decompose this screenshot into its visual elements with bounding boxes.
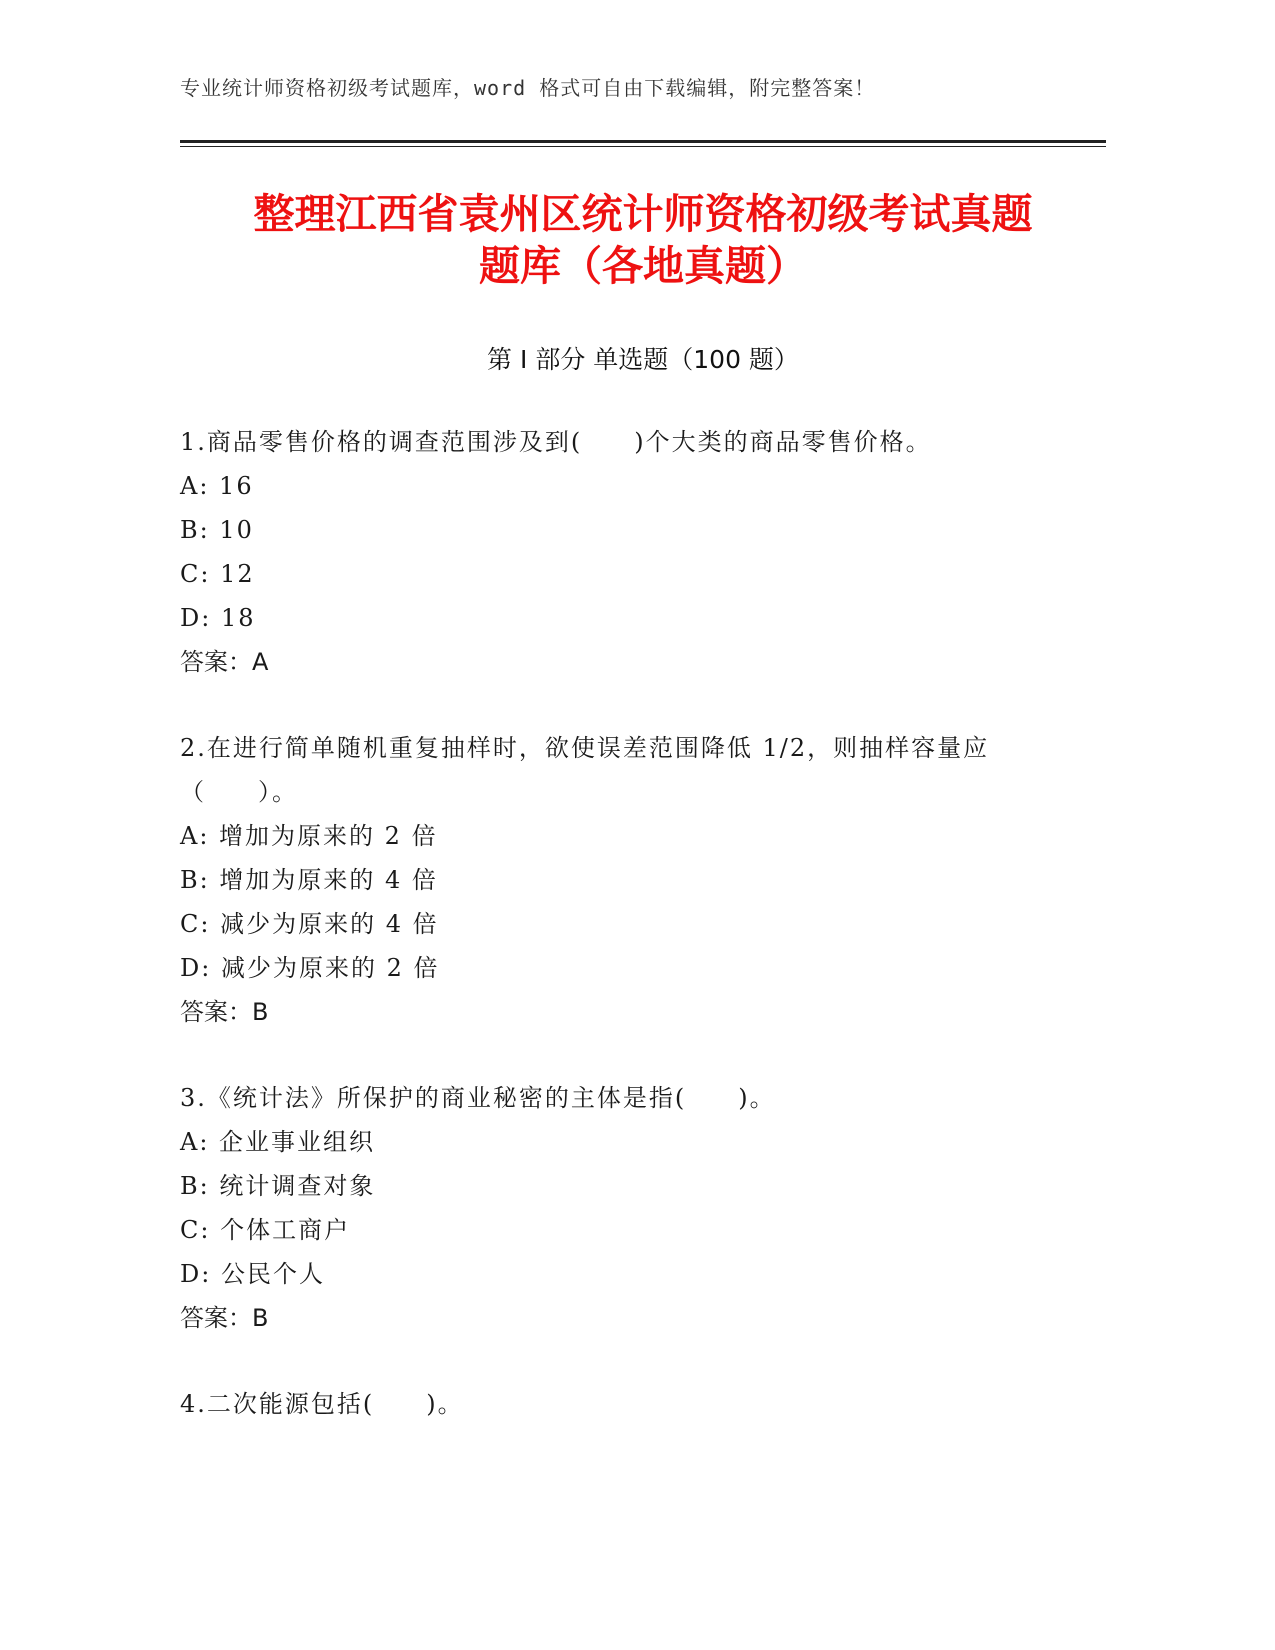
question-3-option-b: B: 统计调查对象 — [180, 1172, 376, 1200]
question-3-answer: 答案：B — [180, 1304, 269, 1332]
document-title-line-2: 题库（各地真题） — [479, 242, 807, 290]
question-1-answer: 答案：A — [180, 648, 269, 676]
section-title: 第 I 部分 单选题（100 题） — [487, 345, 799, 374]
question-1-option-d: D: 18 — [180, 604, 256, 632]
question-2-stem-line-2: （ ）。 — [180, 778, 298, 806]
question-2-option-a: A: 增加为原来的 2 倍 — [180, 822, 438, 850]
question-1-option-a: A: 16 — [180, 472, 254, 500]
question-3-option-d: D: 公民个人 — [180, 1260, 325, 1288]
question-3-stem: 3.《统计法》所保护的商业秘密的主体是指( )。 — [180, 1084, 776, 1112]
header-note: 专业统计师资格初级考试题库，word 格式可自由下载编辑，附完整答案！ — [180, 76, 876, 100]
question-1-stem: 1.商品零售价格的调查范围涉及到( )个大类的商品零售价格。 — [180, 428, 932, 456]
question-2-option-b: B: 增加为原来的 4 倍 — [180, 866, 438, 894]
question-2 — [180, 726, 1106, 1034]
question-3-option-a: A: 企业事业组织 — [180, 1128, 376, 1156]
question-2-answer: 答案：B — [180, 998, 269, 1026]
question-1-option-c: C: 12 — [180, 560, 255, 588]
question-2-option-d: D: 减少为原来的 2 倍 — [180, 954, 440, 982]
question-1-option-b: B: 10 — [180, 516, 254, 544]
question-1 — [180, 420, 1106, 684]
question-2-option-c: C: 减少为原来的 4 倍 — [180, 910, 439, 938]
question-3 — [180, 1076, 1106, 1340]
header-divider-thin — [180, 146, 1106, 147]
question-3-option-c: C: 个体工商户 — [180, 1216, 351, 1244]
question-2-stem-line-1: 2.在进行简单随机重复抽样时，欲使误差范围降低 1/2，则抽样容量应 — [180, 734, 990, 762]
question-4 — [180, 1382, 1106, 1426]
question-4-stem: 4.二次能源包括( )。 — [180, 1390, 464, 1418]
header-divider-thick — [180, 140, 1106, 143]
document-title — [180, 188, 1106, 292]
document-title-line-1: 整理江西省袁州区统计师资格初级考试真题 — [253, 190, 1033, 238]
